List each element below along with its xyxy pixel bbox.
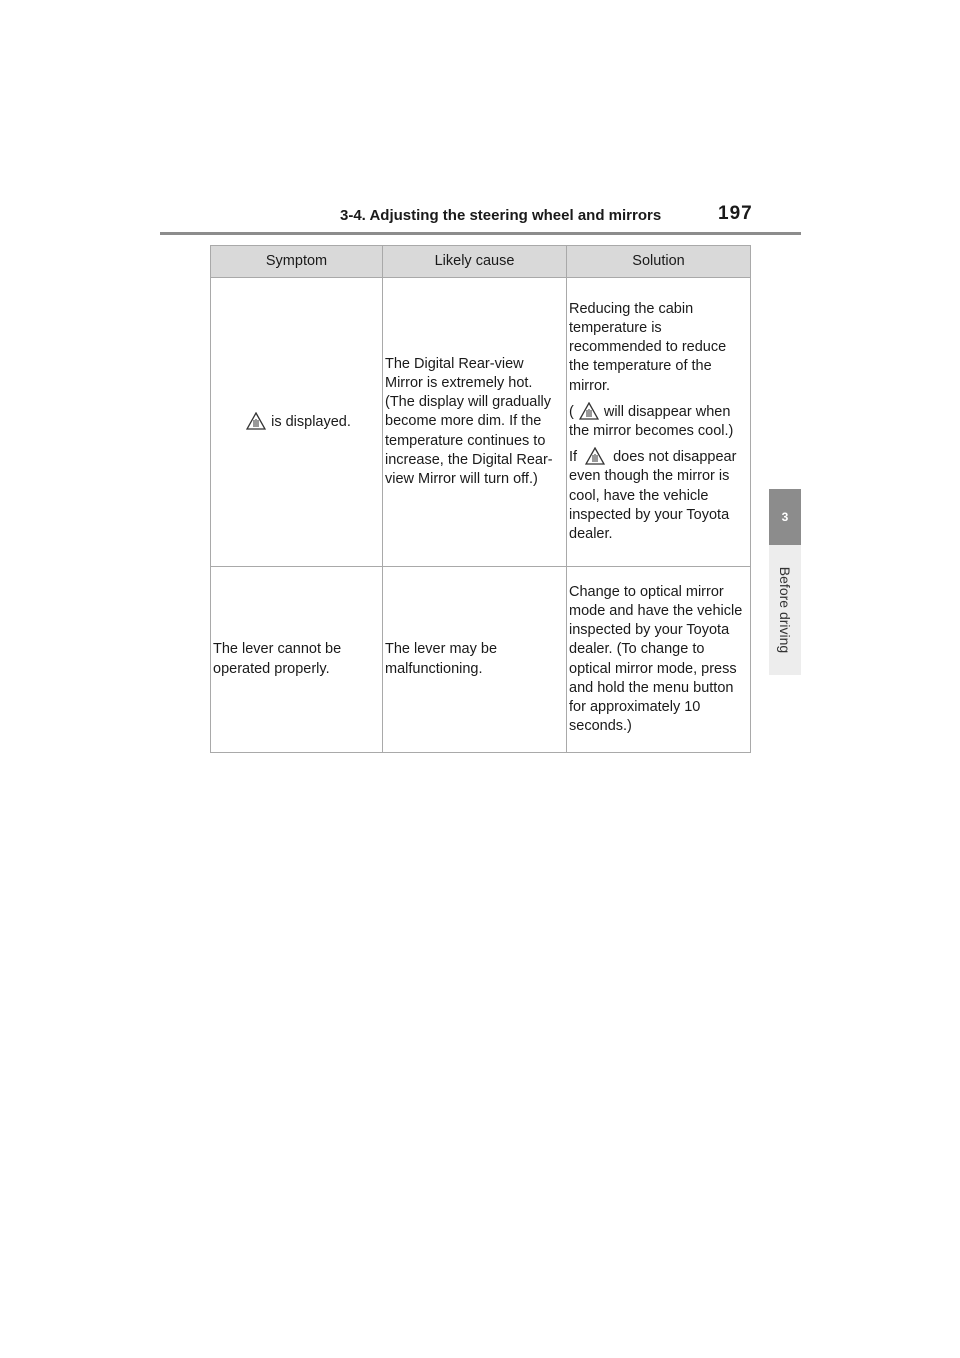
table-row <box>211 567 751 753</box>
open-paren: ( <box>569 403 574 420</box>
solution-cell <box>567 278 751 567</box>
column-header-symptom: Symptom <box>211 246 383 278</box>
chapter-tab-number: 3 <box>769 489 801 545</box>
page-number: 197 <box>718 203 753 224</box>
likely-cause-cell: The Digital Rear-view Mirror is extremely hot. (The display will gradually become more dim. If the temperature continues to increase, the Digital Rear-view Mirror will turn off.) <box>383 278 567 567</box>
chapter-tab-label <box>769 545 801 675</box>
symptom-cell: The lever cannot be operated properly. <box>211 567 383 753</box>
mirror-hot-warning-icon <box>246 412 266 430</box>
solution-paragraph <box>569 447 747 544</box>
header-divider <box>160 232 801 235</box>
table-row <box>211 278 751 567</box>
solution-paragraph: Reducing the cabin temperature is recommended to reduce the temperature of the mirror. <box>569 300 727 394</box>
solution-text: will disappear when the mirror becomes cool.) <box>569 403 734 439</box>
symptom-text: is displayed. <box>271 413 351 430</box>
column-header-solution: Solution <box>567 246 751 278</box>
solution-text: does not disappear even though the mirror is cool, have the vehicle inspected by your Toyota dealer. <box>569 449 737 543</box>
table-header-row <box>211 246 751 278</box>
likely-cause-cell: The lever may be malfunctioning. <box>383 567 567 753</box>
troubleshooting-table <box>210 245 751 753</box>
section-title: 3-4. Adjusting the steering wheel and mirrors <box>340 207 662 224</box>
mirror-hot-warning-icon <box>585 447 605 465</box>
column-header-likely-cause: Likely cause <box>383 246 567 278</box>
solution-cell: Change to optical mirror mode and have the vehicle inspected by your Toyota dealer. (To change to optical mirror mode, press and hold the menu button for approximately 10 seconds.) <box>567 567 751 753</box>
symptom-cell <box>211 278 383 567</box>
solution-paragraph <box>569 402 747 441</box>
mirror-hot-warning-icon <box>579 402 599 420</box>
solution-text: If <box>569 449 578 466</box>
chapter-tab-label-text: Before driving <box>777 566 794 654</box>
